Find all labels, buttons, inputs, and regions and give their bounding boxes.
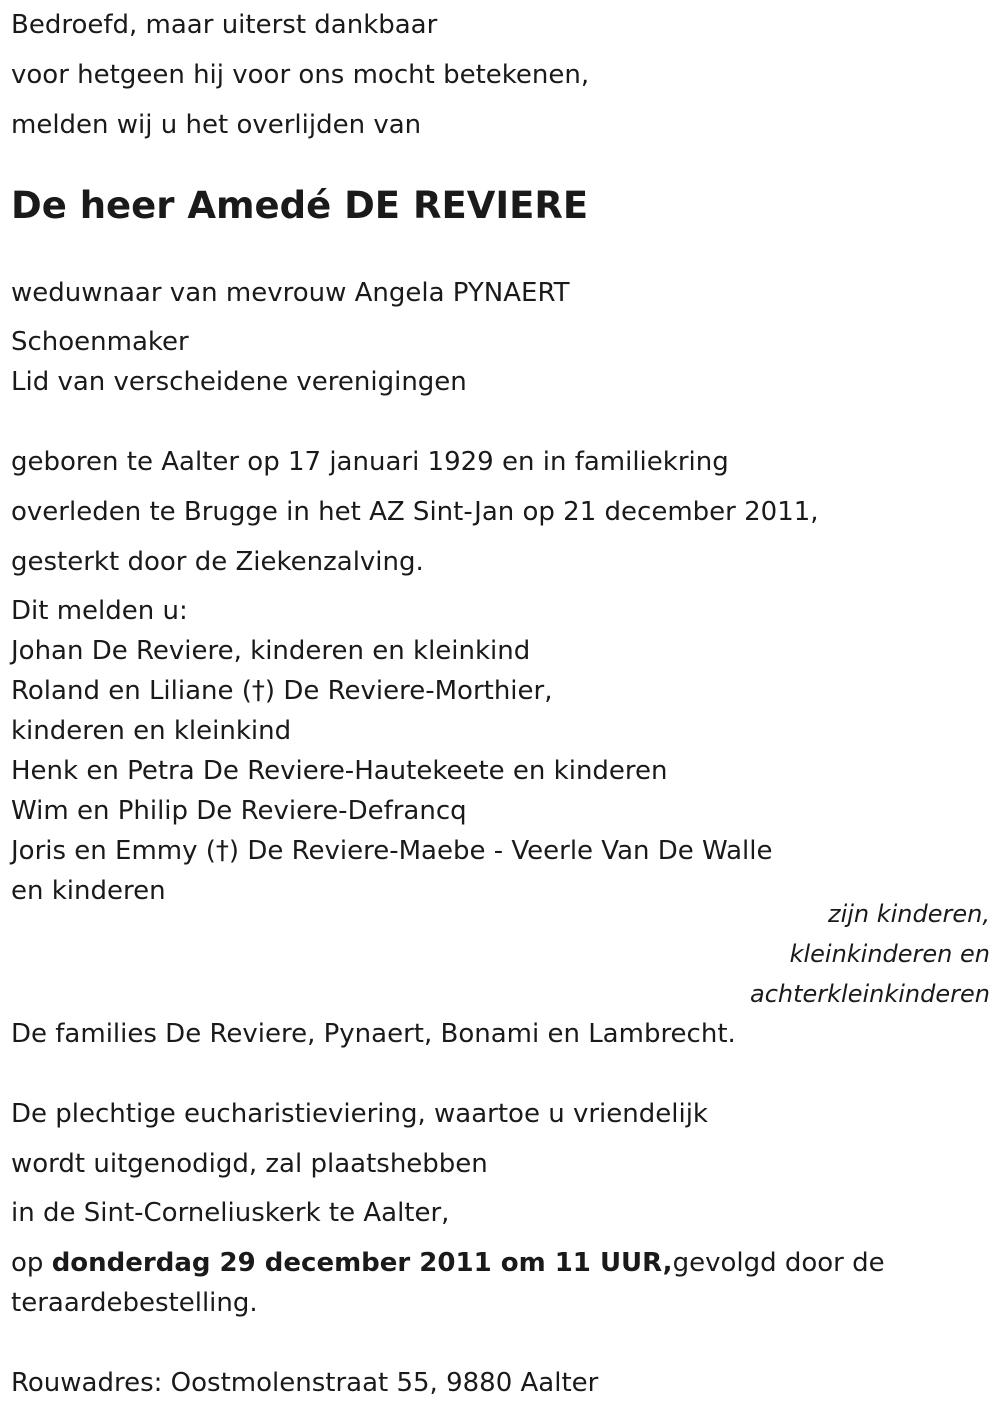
deceased-name: De heer Amedé DE REVIERE	[11, 184, 589, 227]
family-line-5: Wim en Philip De Reviere-Defrancq	[11, 796, 467, 826]
families-line: De families De Reviere, Pynaert, Bonami en Lambrecht.	[11, 1019, 736, 1049]
family-line-6: Joris en Emmy (†) De Reviere-Maebe - Veerle Van De Walle	[11, 836, 773, 866]
relation-line-2: kleinkinderen en	[789, 940, 990, 968]
intro-line-2: voor hetgeen hij voor ons mocht betekenen,	[11, 60, 590, 90]
ceremony-date-time: donderdag 29 december 2011 om 11 UUR,	[51, 1248, 673, 1278]
family-line-2: Roland en Liliane (†) De Reviere-Morthier,	[11, 676, 553, 706]
family-line-1: Johan De Reviere, kinderen en kleinkind	[11, 636, 531, 666]
widower-line: weduwnaar van mevrouw Angela PYNAERT	[11, 278, 570, 308]
ceremony-date-prefix: op	[11, 1248, 52, 1278]
birth-line: geboren te Aalter op 17 januari 1929 en in familiekring	[11, 447, 729, 477]
ceremony-line-3: in de Sint-Corneliuskerk te Aalter,	[11, 1198, 450, 1228]
death-line: overleden te Brugge in het AZ Sint-Jan op 21 december 2011,	[11, 497, 819, 527]
ceremony-end-line: teraardebestelling.	[11, 1288, 258, 1318]
ceremony-line-1: De plechtige eucharistieviering, waartoe u vriendelijk	[11, 1099, 708, 1129]
membership-line: Lid van verscheidene verenigingen	[11, 367, 467, 397]
intro-line-3: melden wij u het overlijden van	[11, 110, 422, 140]
ceremony-date-line	[11, 1246, 885, 1280]
ceremony-date-suffix: gevolgd door de	[672, 1248, 885, 1278]
sacrament-line: gesterkt door de Ziekenzalving.	[11, 547, 424, 577]
relation-line-1: zijn kinderen,	[827, 900, 990, 928]
family-line-7: en kinderen	[11, 876, 166, 906]
ceremony-line-2: wordt uitgenodigd, zal plaatshebben	[11, 1149, 488, 1179]
profession-line: Schoenmaker	[11, 327, 189, 357]
family-intro: Dit melden u:	[11, 596, 188, 626]
family-line-4: Henk en Petra De Reviere-Hautekeete en kinderen	[11, 756, 668, 786]
intro-line-1: Bedroefd, maar uiterst dankbaar	[11, 10, 438, 40]
family-line-3: kinderen en kleinkind	[11, 716, 292, 746]
mourning-address: Rouwadres: Oostmolenstraat 55, 9880 Aalter	[11, 1368, 599, 1398]
relation-line-3: achterkleinkinderen	[750, 980, 990, 1008]
